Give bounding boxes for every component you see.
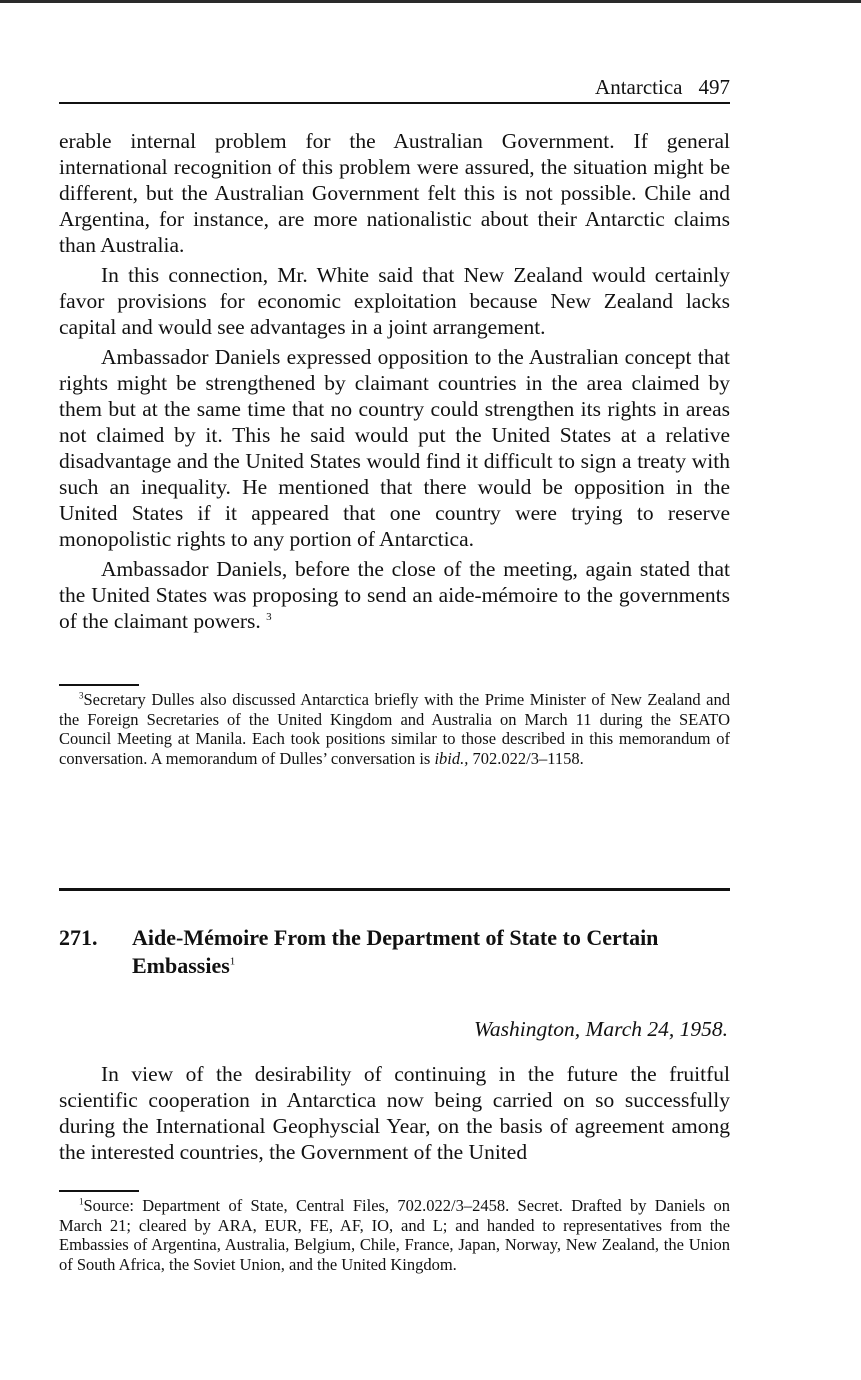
document-heading xyxy=(59,924,730,980)
document-title xyxy=(132,924,692,980)
document-number: 271. xyxy=(59,925,98,950)
page-number: 497 xyxy=(698,75,730,99)
running-title: Antarctica xyxy=(595,75,683,99)
section-divider xyxy=(59,888,730,891)
continued-memorandum-text xyxy=(59,128,730,634)
footnote-1-text: Source: Department of State, Central Files, 702.022/3–2458. Secret. Drafted by Daniels on March 21; cleared by ARA, EUR, FE, AF, IO, and L; and handed to representatives from the Embassies of Argentina, Australia, Belgium, Chile, France, Japan, Norway, New Zealand, the Union of South Africa, the Soviet Union, and the United Kingdom. xyxy=(59,1196,730,1274)
footnote-reference-1: 1 xyxy=(229,955,236,968)
dateline: Washington, March 24, 1958. xyxy=(473,1017,728,1041)
running-header xyxy=(59,74,730,104)
paragraph-continuation: erable internal problem for the Australian Government. If general international recognition of this problem were assured, the situation might be different, but the Australian Government felt this is not possible. Chile and Argentina, for instance, are more nationalistic about their Antarctic claims than Australia. xyxy=(59,129,730,257)
footnote-separator-2 xyxy=(59,1190,139,1192)
paragraph-daniels-closing xyxy=(59,556,730,634)
footnote-marker-3: 3 xyxy=(79,690,84,701)
document-title-text: Aide-Mémoire From the Department of State to Certain Embassies xyxy=(132,925,659,978)
paragraph-white-new-zealand: In this connection, Mr. White said that New Zealand would certainly favor provisions for economic exploitation because New Zealand lacks capital and would see advantages in a joint arrangement. xyxy=(59,263,730,339)
footnote-3-ibid: ibid., xyxy=(434,748,469,768)
paragraph-aide-memoire-opening: In view of the desirability of continuing in the future the fruitful scientific cooperation in Antarctica now being carried on so successfully during the International Geophyscial Year, on the basis of agreement among the interested countries, the Government of the United xyxy=(59,1062,730,1164)
footnote-3-text: Secretary Dulles also discussed Antarctica briefly with the Prime Minister of New Zealand and the Foreign Secretaries of the United Kingdom and Australia on March 11 during the SEATO Council Meeting at Manila. Each took positions similar to those described in this memorandum of conversation. A memorandum of Dulles’ conversation is xyxy=(59,690,730,768)
aide-memoire-text xyxy=(59,1061,730,1165)
footnote-separator xyxy=(59,684,139,686)
footnote-3-citation: 702.022/3–1158. xyxy=(468,748,584,768)
paragraph-daniels-opposition: Ambassador Daniels expressed opposition to the Australian concept that rights might be strengthened by claimant countries in the area claimed by them but at the same time that no country could strengthen its rights in areas not claimed by it. This he said would put the United States at a relative disadvantage and the United States would find it difficult to sign a treaty with such an inequality. He mentioned that there would be opposition in the United States if it appeared that one country were trying to reserve monopolistic rights to any portion of Antarctica. xyxy=(59,345,730,551)
footnote-1 xyxy=(59,1196,730,1274)
paragraph-daniels-closing-text: Ambassador Daniels, before the close of the meeting, again stated that the United States was proposing to send an aide-mémoire to the governments of the claimant powers. xyxy=(59,557,730,633)
page-top-edge xyxy=(0,0,861,3)
footnote-marker-1: 1 xyxy=(79,1196,84,1207)
footnote-reference-3: 3 xyxy=(266,610,272,623)
footnote-3 xyxy=(59,690,730,768)
